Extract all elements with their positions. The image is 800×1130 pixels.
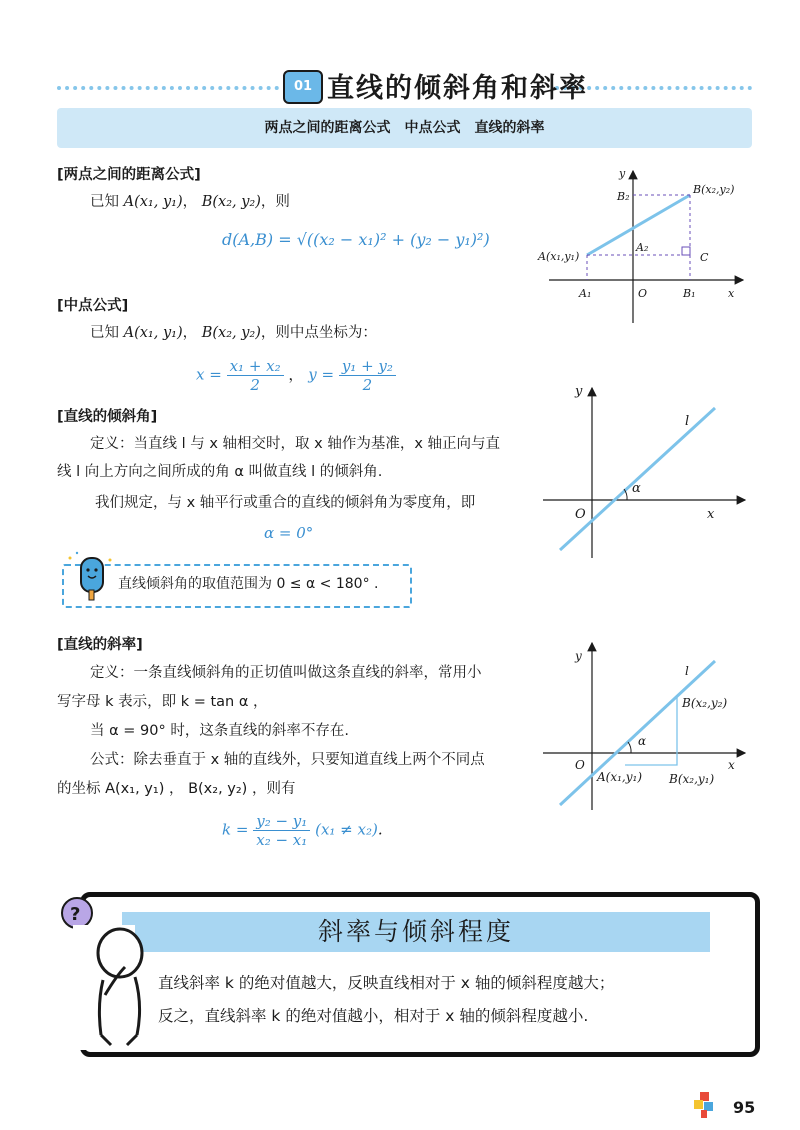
fig3-label-x: x [728, 758, 735, 772]
midpoint-heading: [中点公式] [57, 298, 129, 314]
fig3-label-y: y [575, 649, 582, 663]
thinking-person-icon [55, 895, 155, 1055]
fig3-label-l: l [685, 664, 689, 678]
page-number: 95 [733, 1098, 756, 1117]
tip-text: 直线倾斜角的取值范围为 0 ≤ α < 180° . [118, 576, 379, 592]
incline-line2: 线 l 向上方向之间所成的角 α 叫做直线 l 的倾斜角. [57, 464, 383, 480]
incline-figure [535, 380, 750, 560]
distance-formula: d(A,B) = √((x₂ − x₁)² + (y₂ − y₁)²) [222, 230, 490, 249]
incline-line3: 我们规定，与 x 轴平行或重合的直线的倾斜角为零度角，即 [95, 495, 476, 511]
summary-title: 斜率与倾斜程度 [317, 917, 514, 946]
popsicle-icon [64, 550, 116, 602]
fig3-label-B: B(x₂,y₂) [682, 696, 728, 710]
fig1-label-A2: A₂ [636, 241, 649, 254]
fig3-label-alpha: α [638, 734, 647, 748]
fig3-label-O: O [575, 758, 585, 772]
fig2-label-O: O [575, 507, 586, 522]
subtitle-bar: 两点之间的距离公式 中点公式 直线的斜率 [57, 108, 752, 148]
distance-heading: [两点之间的距离公式] [57, 167, 201, 183]
page-title: 直线的倾斜角和斜率 [327, 73, 588, 104]
midpoint-formula: x = $\frac{\text{x₁ + x₂}}{2}$ ， y = $\frac{\text{y₁ + y₂}}{2}$ [196, 357, 396, 394]
slope-line4: 公式：除去垂直于 x 轴的直线外，只要知道直线上两个不同点 [90, 752, 485, 768]
distance-figure [535, 165, 750, 330]
fig1-label-A1: A₁ [579, 287, 592, 300]
slope-line5: 的坐标 A(x₁, y₁) ， B(x₂, y₂) ，则有 [57, 781, 296, 797]
fig1-label-B2: B₂ [617, 190, 630, 203]
fig2-label-y: y [575, 384, 583, 399]
slope-figure [535, 635, 750, 815]
fig1-label-C: C [700, 251, 709, 264]
angle-arc [628, 742, 631, 753]
fig2-label-l: l [685, 414, 690, 429]
fig1-label-B: B(x₂,y₂) [693, 183, 735, 196]
fig1-label-A: A(x₁,y₁) [538, 250, 580, 263]
fig2-label-alpha: α [632, 481, 641, 496]
fig1-label-y: y [619, 167, 626, 180]
line-l [560, 408, 715, 550]
fig3-label-C: B(x₂,y₁) [669, 772, 715, 786]
slope-line3: 当 α = 90° 时，这条直线的斜率不存在. [90, 723, 349, 739]
incline-formula: α = 0° [264, 524, 314, 542]
fig3-label-A: A(x₁,y₁) [597, 770, 643, 784]
distance-lead: 已知 A(x₁, y₁)， B(x₂, y₂)，则 [90, 194, 290, 210]
slope-line1: 定义：一条直线倾斜角的正切值叫做这条直线的斜率，常用小 [90, 665, 482, 681]
fig2-label-x: x [707, 507, 715, 522]
question-mark: ? [70, 904, 81, 925]
slope-formula: k = $\frac{\text{y₂ − y₁}}{\text{x₂ − x₁}}$ (x₁ ≠ x₂). [222, 812, 383, 849]
incline-line1: 定义：当直线 l 与 x 轴相交时，取 x 轴作为基准，x 轴正向与直 [90, 436, 501, 452]
summary-line1: 直线斜率 k 的绝对值越大，反映直线相对于 x 轴的倾斜程度越大； [158, 974, 615, 992]
section-badge: 01 [283, 70, 323, 104]
slope-line2: 写字母 k 表示，即 k = tan α ， [57, 694, 268, 710]
header-dots-left [57, 86, 279, 90]
fig1-label-O: O [638, 287, 648, 300]
page-logo-icon [692, 1090, 720, 1120]
incline-heading: [直线的倾斜角] [57, 409, 158, 425]
midpoint-lead: 已知 A(x₁, y₁)， B(x₂, y₂)，则中点坐标为： [90, 325, 377, 341]
fig1-label-B1: B₁ [683, 287, 696, 300]
summary-line2: 反之，直线斜率 k 的绝对值越小，相对于 x 轴的倾斜程度越小. [158, 1007, 589, 1025]
slope-heading: [直线的斜率] [57, 637, 143, 653]
fig1-label-x: x [728, 287, 735, 300]
